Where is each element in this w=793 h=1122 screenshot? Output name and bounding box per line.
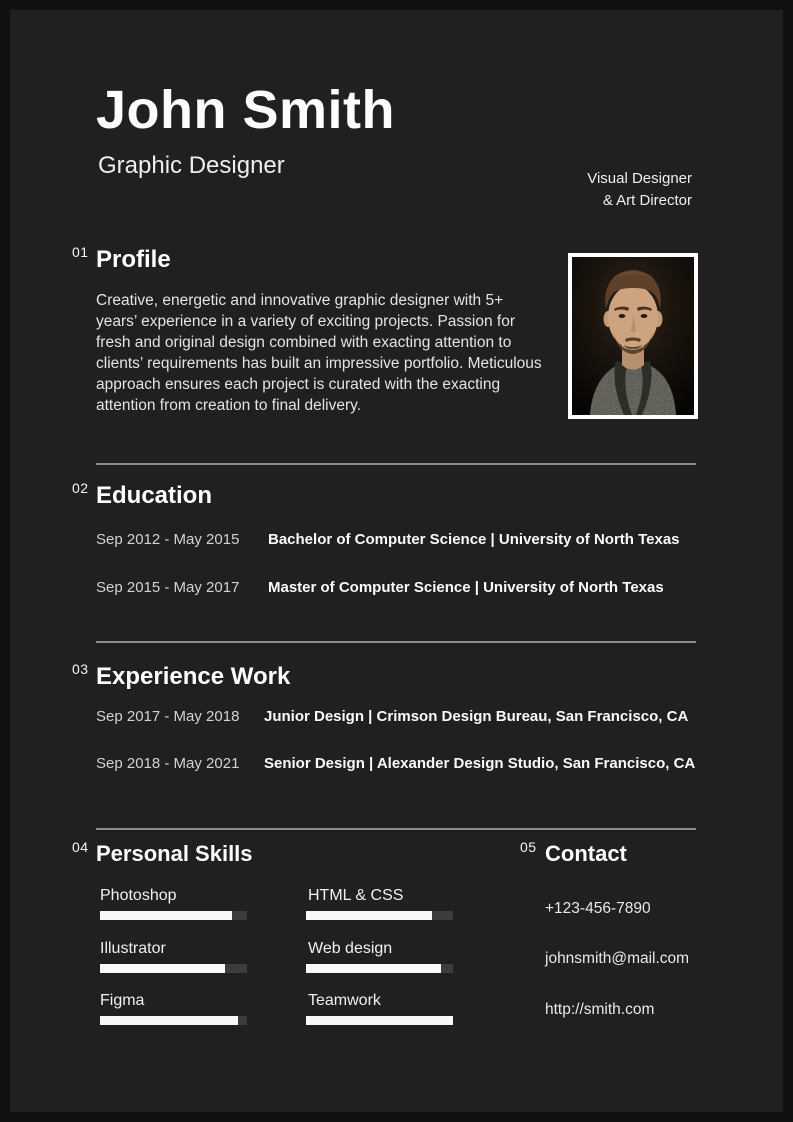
skill-label: Web design bbox=[308, 940, 393, 957]
divider-line bbox=[96, 641, 696, 643]
skill-bar bbox=[306, 911, 453, 920]
divider-line bbox=[96, 463, 696, 465]
person-name: John Smith bbox=[96, 80, 395, 140]
skill-bar-fill bbox=[306, 1016, 453, 1025]
portrait-illustration bbox=[572, 257, 694, 415]
skill-bar bbox=[306, 1016, 453, 1025]
experience-section-heading: Experience Work bbox=[96, 663, 291, 690]
skill-bar bbox=[306, 964, 453, 973]
contact-website: http://smith.com bbox=[545, 1001, 655, 1018]
skill-bar bbox=[100, 1016, 247, 1025]
education-row-dates: Sep 2012 - May 2015 bbox=[96, 531, 240, 548]
contact-section-heading: Contact bbox=[545, 841, 627, 866]
skill-label: Figma bbox=[100, 992, 145, 1009]
skill-bar-fill bbox=[100, 911, 232, 920]
education-row-dates: Sep 2015 - May 2017 bbox=[96, 579, 240, 596]
experience-row-description: Junior Design | Crimson Design Bureau, San Francisco, CA bbox=[264, 708, 689, 725]
skill-label: Illustrator bbox=[100, 940, 166, 957]
divider-line bbox=[96, 828, 696, 830]
experience-row-description: Senior Design | Alexander Design Studio, San Francisco, CA bbox=[264, 755, 696, 772]
skill-bar-fill bbox=[100, 1016, 238, 1025]
person-subtitle bbox=[587, 168, 692, 211]
education-section-number: 02 bbox=[72, 480, 89, 496]
experience-row-dates: Sep 2018 - May 2021 bbox=[96, 755, 240, 772]
contact-email: johnsmith@mail.com bbox=[545, 950, 690, 967]
contact-phone: +123-456-7890 bbox=[545, 900, 651, 917]
skills-section-heading: Personal Skills bbox=[96, 841, 253, 866]
portrait-photo bbox=[568, 253, 698, 419]
profile-text: Creative, energetic and innovative graphic designer with 5+ years’ experience in a variety of exciting projects. Passion for fresh and original design combined with exacting attention to clients’ requirements has built an impressive portfolio. Meticulous approach ensures each project is curated with the exacting attention from creation to final delivery. bbox=[96, 292, 542, 414]
skill-bar-fill bbox=[306, 964, 441, 973]
experience-row-dates: Sep 2017 - May 2018 bbox=[96, 708, 240, 725]
subtitle-line-1: Visual Designer bbox=[587, 170, 692, 187]
person-role: Graphic Designer bbox=[98, 152, 285, 179]
experience-section-number: 03 bbox=[72, 661, 89, 677]
skill-label: HTML & CSS bbox=[308, 887, 404, 904]
skill-bar bbox=[100, 911, 247, 920]
skill-label: Photoshop bbox=[100, 887, 177, 904]
skill-bar-fill bbox=[306, 911, 432, 920]
education-row-description: Bachelor of Computer Science | University of North Texas bbox=[268, 531, 680, 548]
skill-bar-fill bbox=[100, 964, 225, 973]
skill-label: Teamwork bbox=[308, 992, 381, 1009]
subtitle-line-2: & Art Director bbox=[602, 191, 692, 209]
contact-section-number: 05 bbox=[520, 839, 537, 855]
profile-section-number: 01 bbox=[72, 244, 89, 260]
skills-section-number: 04 bbox=[72, 839, 89, 855]
profile-section-heading: Profile bbox=[96, 246, 171, 273]
skill-bar bbox=[100, 964, 247, 973]
education-row-description: Master of Computer Science | University of North Texas bbox=[268, 579, 664, 596]
education-section-heading: Education bbox=[96, 482, 213, 509]
